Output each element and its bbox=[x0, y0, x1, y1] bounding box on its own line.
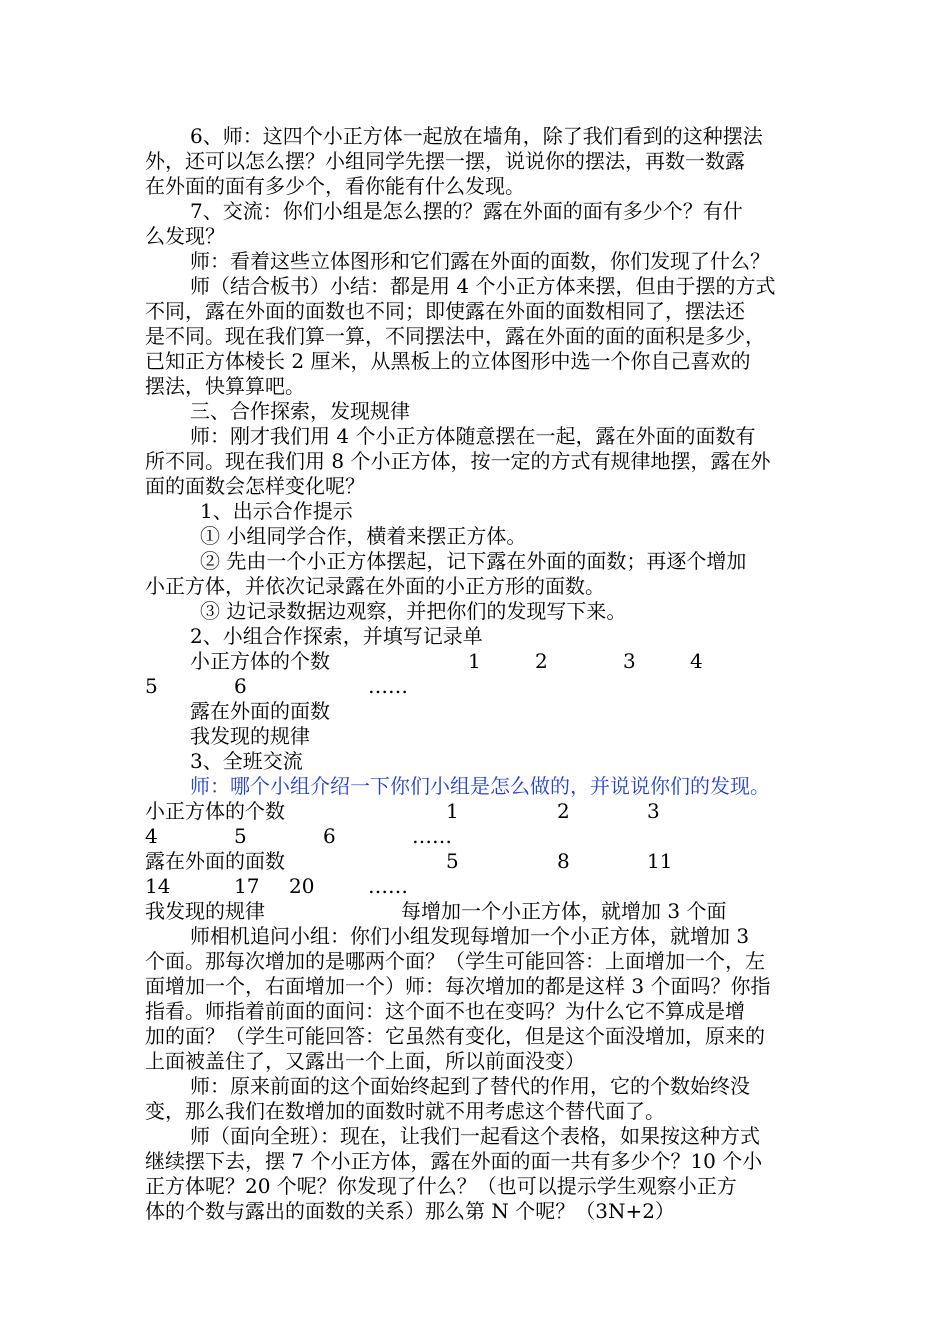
row-label: 露在外面的面数 bbox=[190, 699, 330, 723]
cube-count-value: 4 bbox=[145, 824, 158, 848]
face-count-value: 17 bbox=[234, 874, 260, 898]
highlighted-line: 师：哪个小组介绍一下你们小组是怎么做的，并说说你们的发现。 bbox=[190, 774, 770, 798]
paragraph-line: 面的面数会怎样变化呢？ bbox=[145, 474, 365, 498]
paragraph-line: 师：原来前面的这个面始终起到了替代的作用，它的个数始终没 bbox=[190, 1074, 750, 1098]
cube-count-value: 1 bbox=[468, 649, 481, 673]
paragraph-line: 体的个数与露出的面数的关系）那么第 N 个呢？（3N+2） bbox=[145, 1199, 675, 1223]
ellipsis: …… bbox=[412, 824, 452, 848]
face-count-value: 11 bbox=[647, 849, 673, 873]
paragraph-line: 不同，露在外面的面数也不同；即使露在外面的面数相同了，摆法还 bbox=[145, 299, 745, 323]
ellipsis: …… bbox=[368, 674, 408, 698]
paragraph-line: 加的面？（学生可能回答：它虽然有变化，但是这个面没增加，原来的 bbox=[145, 1024, 765, 1048]
paragraph-line: 面增加一个，右面增加一个）师：每次增加的都是这样 3 个面吗？你指 bbox=[145, 974, 771, 998]
cube-count-value: 6 bbox=[323, 824, 336, 848]
paragraph-line: 所不同。现在我们用 8 个小正方体，按一定的方式有规律地摆，露在外 bbox=[145, 449, 771, 473]
hint-item: 小正方体，并依次记录露在外面的小正方形的面数。 bbox=[145, 574, 605, 598]
paragraph-line: 么发现？ bbox=[145, 224, 225, 248]
face-count-value: 20 bbox=[289, 874, 315, 898]
paragraph-line: 上面被盖住了，又露出一个上面，所以前面没变） bbox=[145, 1049, 585, 1073]
paragraph-line: 是不同。现在我们算一算，不同摆法中，露在外面的面的面积是多少， bbox=[145, 324, 765, 348]
paragraph-line: 7、交流：你们小组是怎么摆的？露在外面的面有多少个？有什 bbox=[190, 199, 743, 223]
row-label: 小正方体的个数 bbox=[145, 799, 285, 823]
cube-count-value: 2 bbox=[535, 649, 548, 673]
row-label: 我发现的规律 bbox=[145, 899, 265, 923]
paragraph-line: 继续摆下去，摆 7 个小正方体，露在外面的面一共有多少个？10 个小 bbox=[145, 1149, 763, 1173]
paragraph-line: 指看。师指着前面的面问：这个面不也在变吗？为什么它不算成是增 bbox=[145, 999, 745, 1023]
paragraph-line: 已知正方体棱长 2 厘米，从黑板上的立体图形中选一个你自己喜欢的 bbox=[145, 349, 751, 373]
paragraph-line: 变，那么我们在数增加的面数时就不用考虑这个替代面了。 bbox=[145, 1099, 665, 1123]
cube-count-value: 1 bbox=[446, 799, 459, 823]
paragraph-line: 个面。那每次增加的是哪两个面？（学生可能回答：上面增加一个，左 bbox=[145, 949, 765, 973]
face-count-value: 8 bbox=[557, 849, 570, 873]
row-label: 我发现的规律 bbox=[190, 724, 310, 748]
subheading: 2、小组合作探索，并填写记录单 bbox=[190, 624, 483, 648]
paragraph-line: 师（面向全班）：现在，让我们一起看这个表格，如果按这种方式 bbox=[190, 1124, 760, 1148]
cube-count-value: 3 bbox=[623, 649, 636, 673]
hint-item: ② 先由一个小正方体摆起，记下露在外面的面数；再逐个增加 bbox=[200, 549, 747, 573]
section-heading: 三、合作探索，发现规律 bbox=[190, 399, 410, 423]
rule-text: 每增加一个小正方体，就增加 3 个面 bbox=[401, 899, 727, 923]
paragraph-line: 外，还可以怎么摆？小组同学先摆一摆，说说你的摆法，再数一数露 bbox=[145, 149, 745, 173]
face-count-value: 5 bbox=[446, 849, 459, 873]
paragraph-line: 师：看着这些立体图形和它们露在外面的面数，你们发现了什么？ bbox=[190, 249, 770, 273]
paragraph-line: 师：刚才我们用 4 个小正方体随意摆在一起，露在外面的面数有 bbox=[190, 424, 756, 448]
subheading: 3、全班交流 bbox=[190, 749, 303, 773]
subheading: 1、出示合作提示 bbox=[200, 499, 353, 523]
row-label: 露在外面的面数 bbox=[145, 849, 285, 873]
ellipsis: …… bbox=[368, 874, 408, 898]
paragraph-line: 正方体呢？20 个呢？你发现了什么？（也可以提示学生观察小正方 bbox=[145, 1174, 737, 1198]
cube-count-value: 3 bbox=[647, 799, 660, 823]
hint-item: ③ 边记录数据边观察，并把你们的发现写下来。 bbox=[200, 599, 627, 623]
face-count-value: 14 bbox=[145, 874, 171, 898]
paragraph-line: 师相机追问小组：你们小组发现每增加一个小正方体，就增加 3 bbox=[190, 924, 750, 948]
row-label: 小正方体的个数 bbox=[190, 649, 330, 673]
cube-count-value: 6 bbox=[234, 674, 247, 698]
cube-count-value: 5 bbox=[234, 824, 247, 848]
cube-count-value: 2 bbox=[557, 799, 570, 823]
paragraph-line: 在外面的面有多少个，看你能有什么发现。 bbox=[145, 174, 525, 198]
paragraph-line: 师（结合板书）小结：都是用 4 个小正方体来摆，但由于摆的方式 bbox=[190, 274, 776, 298]
paragraph-line: 摆法，快算算吧。 bbox=[145, 374, 305, 398]
paragraph-line: 6、师：这四个小正方体一起放在墙角，除了我们看到的这种摆法 bbox=[190, 124, 763, 148]
cube-count-value: 5 bbox=[145, 674, 158, 698]
cube-count-value: 4 bbox=[690, 649, 703, 673]
hint-item: ① 小组同学合作，横着来摆正方体。 bbox=[200, 524, 527, 548]
